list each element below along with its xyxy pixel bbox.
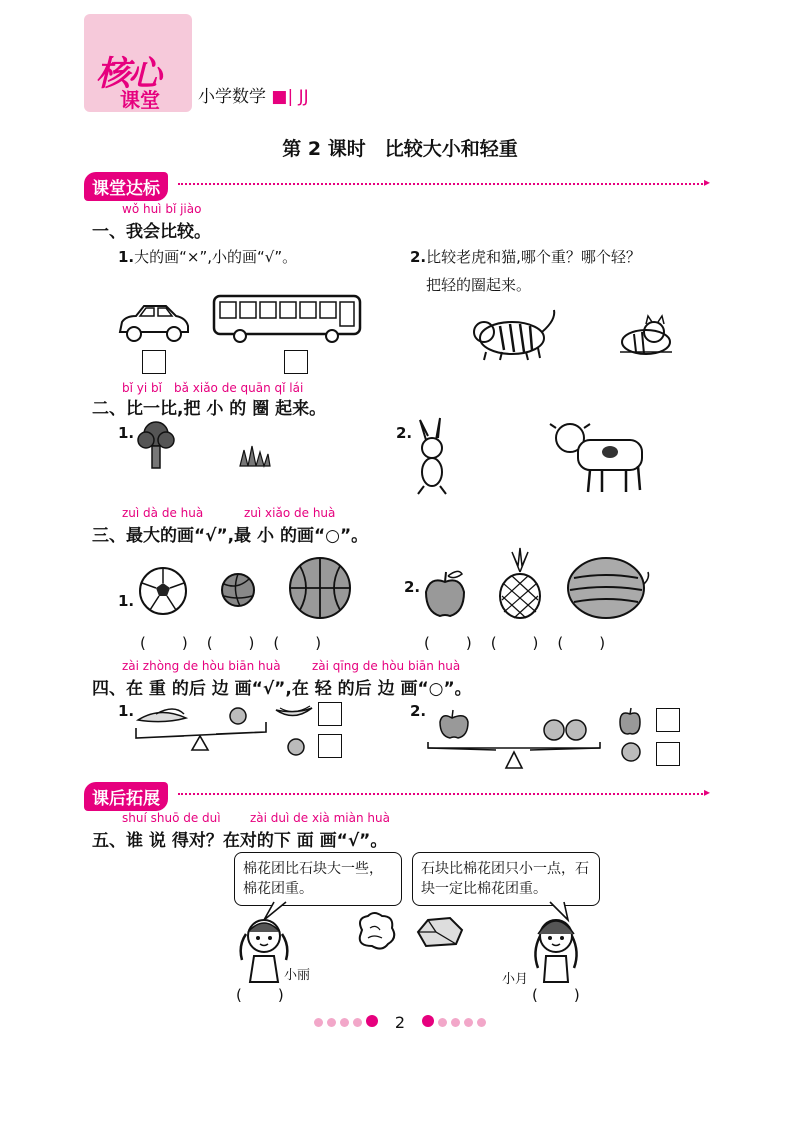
tiger-image [470,306,560,362]
apple-small-image [618,706,642,736]
q3-answer-parens-right[interactable]: ( ) ( ) ( ) [424,634,608,652]
q3-sub1-number: 1. [118,592,135,610]
pineapple-image [496,548,544,620]
footer-dot [451,1018,460,1027]
answer-box-banana[interactable] [318,702,342,726]
q4-sub1-number: 1. [118,702,135,720]
subject-divider: ■| [271,87,299,107]
q5-pinyin-who: shuí shuō de duì [122,811,221,825]
volleyball-image [220,572,256,608]
page-footer [0,1012,800,1032]
q4-pinyin-heavy: zài zhòng de hòu biān huà [122,659,281,673]
q5-pinyin-draw: zài duì de xià miàn huà [250,811,390,825]
balance-scale-1 [134,702,268,754]
q1-sub2 [410,246,641,267]
q3-pinyin-largest: zuì dà de huà [122,506,204,520]
page-title: 第 2 课时 比较大小和轻重 [282,138,518,160]
tree-image [136,420,176,470]
answer-box-car[interactable] [142,350,166,374]
speech-bubble-xiaoli: 棉花团比石块大一些，棉花团重。 [234,852,402,906]
q1-sub1 [118,246,297,267]
answer-box-apple[interactable] [656,708,680,732]
arrow-icon: ▸ [704,175,711,189]
q4-pinyin-light: zài qīng de hòu biān huà [312,659,461,673]
footer-dot [327,1018,336,1027]
watermelon-image [564,554,652,620]
answer-paren-xiaoyue[interactable]: ( ) [532,986,582,1004]
soccer-ball-image [138,566,188,616]
answer-box-orange-2[interactable] [656,742,680,766]
section-badge-extension: 课后拓展 [84,782,168,811]
girl-xiaoyue-image [526,908,586,984]
q5-heading: 五、谁 说 得对？在对的下 面 画“√”。 [92,831,388,851]
q2-sub1-number: 1. [118,424,135,442]
subject-name: 小学数学 [198,87,266,107]
stone-image [414,916,464,948]
balance-scale-2 [426,704,602,772]
answer-box-bus[interactable] [284,350,308,374]
cow-image [550,420,650,496]
apple-image [422,568,468,620]
footer-dot [366,1015,378,1027]
footer-dot [340,1018,349,1027]
q4-heading: 四、在 重 的后 边 画“√”,在 轻 的后 边 画“○”。 [92,679,472,699]
logo-text-core: 核心 [96,54,160,94]
orange-image [286,736,306,756]
cat-image [614,316,674,358]
footer-dot [438,1018,447,1027]
car-image [114,302,192,344]
q3-pinyin-smallest: zuì xiǎo de huà [244,506,336,520]
cotton-ball-image [352,910,398,952]
banana-image [274,704,314,722]
footer-dot [314,1018,323,1027]
q1-pinyin: wǒ huì bǐ jiào [122,202,202,216]
subject-label [198,82,309,107]
q2-pinyin: bǐ yi bǐ bǎ xiǎo de quān qǐ lái [122,381,304,395]
q3-answer-parens-left[interactable]: ( ) ( ) ( ) [140,634,324,652]
q1-sub2-text: 比较老虎和猫,哪个重？哪个轻？ [426,248,641,266]
section-divider-1 [178,183,706,185]
logo-text-classroom: 课堂 [120,88,160,112]
name-xiaoli: 小丽 [284,968,311,983]
rabbit-image [410,418,454,496]
q2-heading: 二、比一比,把 小 的 圈 起来。 [92,399,327,419]
basketball-image [288,556,352,620]
page-number: 2 [394,1013,406,1032]
footer-dot [422,1015,434,1027]
q4-sub2-number: 2. [410,702,427,720]
q3-sub2-number: 2. [404,578,421,596]
q1-sub2-number: 2. [410,248,427,266]
section-badge-classroom: 课堂达标 [84,172,168,201]
q1-sub1-number: 1. [118,248,135,266]
q3-heading: 三、最大的画“√”,最 小 的画“○”。 [92,526,369,546]
footer-dot [477,1018,486,1027]
orange-small-image [620,740,642,762]
edition-label: JJ [298,87,309,107]
answer-box-orange[interactable] [318,734,342,758]
grass-image [238,444,272,468]
section-divider-2-line [178,793,706,795]
q2-sub2-number: 2. [396,424,413,442]
name-xiaoyue: 小月 [502,972,529,987]
footer-dot [353,1018,362,1027]
q1-heading: 一、我会比较。 [92,222,211,242]
q1-sub2-line2: 把轻的圈起来。 [426,276,532,294]
bus-image [212,292,364,344]
answer-paren-xiaoli[interactable]: ( ) [236,986,286,1004]
q1-sub1-text: 大的画“×”,小的画“√”。 [134,248,298,266]
arrow-icon-2: ▸ [704,785,711,799]
speech-bubble-xiaoyue: 石块比棉花团只小一点，石块一定比棉花团重。 [412,852,600,906]
footer-dot [464,1018,473,1027]
